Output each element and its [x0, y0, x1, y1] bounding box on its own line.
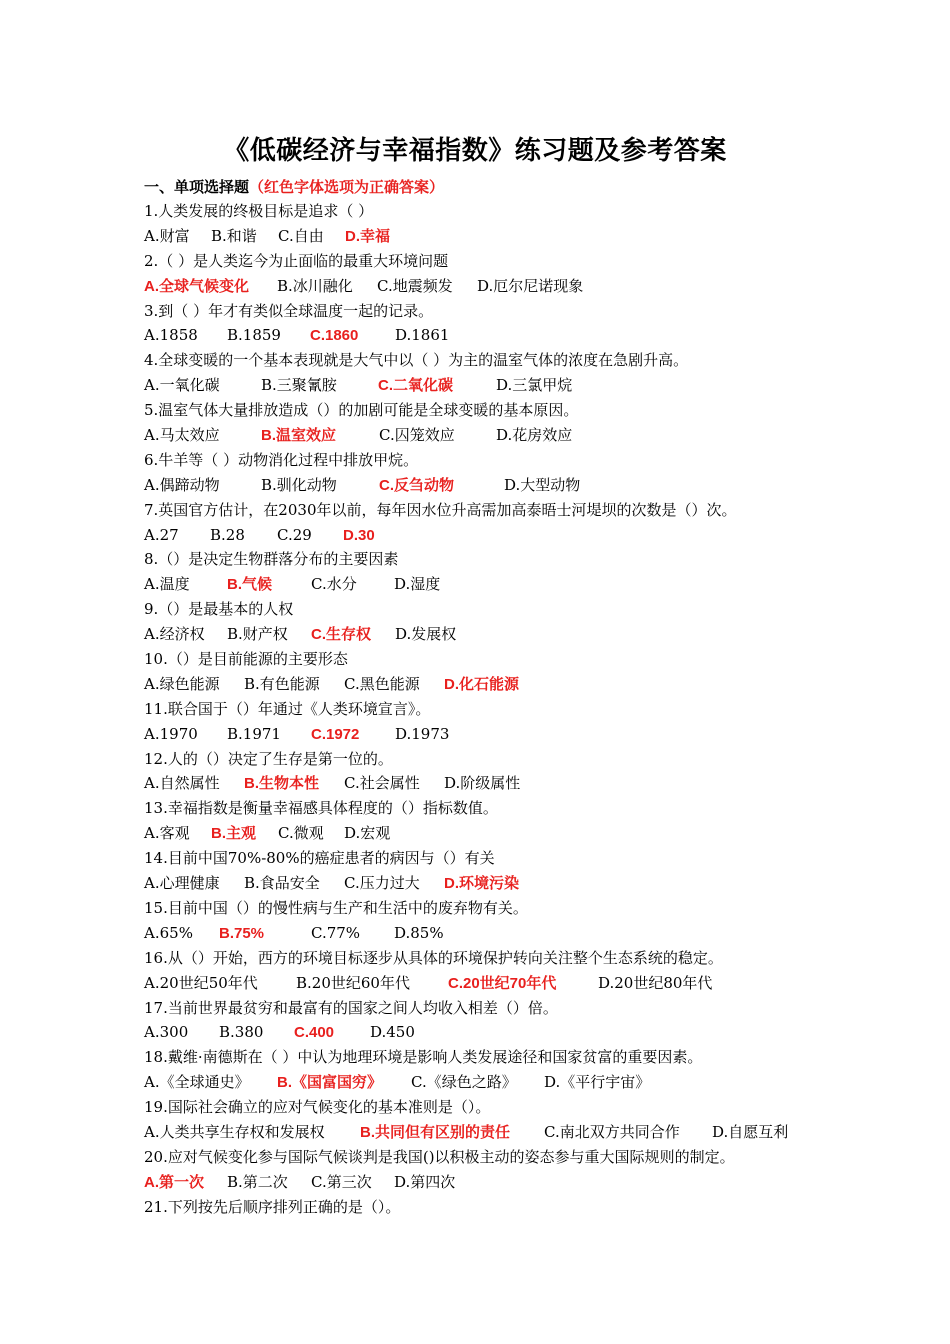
option-row: [144, 871, 844, 896]
option: A.1970: [144, 724, 198, 743]
option: B.第二次: [227, 1172, 288, 1191]
question-stem: 11.联合国于（）年通过《人类环境宣言》。: [144, 699, 431, 718]
correct-option: C.20世纪70年代: [448, 974, 557, 992]
document-title: 《低碳经济与幸福指数》练习题及参考答案: [223, 136, 727, 166]
question-stem: 5.温室气体大量排放造成（）的加剧可能是全球变暖的基本原因。: [144, 401, 579, 420]
option-row: [144, 971, 844, 996]
option: A.马太效应: [144, 426, 220, 445]
section-heading: [144, 176, 444, 197]
correct-option: D.环境污染: [444, 875, 520, 893]
question-stem: 18.戴维·南德斯在（ ）中认为地理环境是影响人类发展途径和国家贫富的重要因素。: [144, 1048, 703, 1067]
question-stem: 8.（）是决定生物群落分布的主要因素: [144, 550, 399, 569]
answer-key-note: （红色字体选项为正确答案）: [249, 178, 445, 196]
option: B.有色能源: [244, 674, 320, 693]
option: A.绿色能源: [144, 674, 220, 693]
correct-option: B.气候: [227, 576, 273, 594]
option: C.南北双方共同合作: [544, 1122, 680, 1141]
option: D.花房效应: [496, 426, 573, 445]
option: C.《绿色之路》: [411, 1073, 517, 1092]
question-stem: 21.下列按先后顺序排列正确的是（）。: [144, 1197, 401, 1216]
option-row: [144, 622, 844, 647]
option: B.1859: [227, 326, 281, 345]
question-stem: 17.当前世界最贫穷和最富有的国家之间人均收入相差（）倍。: [144, 998, 558, 1017]
correct-option: B.主观: [211, 825, 257, 843]
option: C.地震频发: [377, 276, 453, 295]
option: D.第四次: [394, 1172, 456, 1191]
question-stem: 15.目前中国（）的慢性病与生产和生活中的废弃物有关。: [144, 898, 528, 917]
option-row: [144, 771, 844, 796]
correct-option: A.全球气候变化: [144, 277, 250, 295]
option: D.20世纪80年代: [598, 973, 713, 992]
question-stem: 14.目前中国70%-80%的癌症患者的病因与（）有关: [144, 849, 495, 868]
correct-option: C.400: [294, 1024, 335, 1042]
option: A.客观: [144, 824, 190, 843]
option: B.1971: [227, 724, 281, 743]
option: C.微观: [278, 824, 324, 843]
option: C.第三次: [311, 1172, 372, 1191]
option: D.自愿互利: [712, 1122, 789, 1141]
question-stem: 3.到（ ）年才有类似全球温度一起的记录。: [144, 301, 434, 320]
question-stem: 1.人类发展的终极目标是追求（ ）: [144, 202, 374, 220]
option-row: [144, 1120, 844, 1145]
correct-option: C.二氧化碳: [378, 377, 454, 395]
question-stem: 10.（）是目前能源的主要形态: [144, 650, 348, 669]
option: D.厄尔尼诺现象: [477, 276, 584, 295]
question-stem: 19.国际社会确立的应对气候变化的基本准则是（）。: [144, 1098, 491, 1117]
option: A.65%: [144, 923, 193, 942]
option: A.偶蹄动物: [144, 475, 220, 494]
question-stem: 16.从（）开始，西方的环境目标逐步从具体的环境保护转向关注整个生态系统的稳定。: [144, 948, 723, 967]
option: D.1973: [395, 724, 450, 743]
question-stem: 2.（ ）是人类迄今为止面临的最重大环境问题: [144, 251, 449, 270]
option: B.食品安全: [244, 874, 320, 893]
option-row: [144, 473, 844, 498]
correct-option: C.1860: [310, 327, 359, 345]
option: C.压力过大: [344, 874, 420, 893]
option: D.1861: [395, 326, 450, 345]
option-row: [144, 921, 844, 946]
question-stem: 9.（）是最基本的人权: [144, 600, 294, 619]
option: C.29: [277, 525, 312, 544]
option: D.大型动物: [504, 475, 581, 494]
option-row: [144, 323, 844, 348]
option: C.自由: [278, 226, 324, 245]
option-row: [144, 224, 844, 249]
option: D.三氯甲烷: [496, 376, 573, 395]
correct-option: B.温室效应: [261, 427, 337, 445]
option-row: [144, 1020, 844, 1045]
question-stem: 6.牛羊等（ ）动物消化过程中排放甲烷。: [144, 450, 419, 469]
option: D.湿度: [394, 575, 441, 594]
correct-option: B.75%: [219, 924, 265, 942]
option-row: [144, 523, 844, 548]
correct-option: D.幸福: [345, 227, 391, 245]
option: A.20世纪50年代: [144, 973, 258, 992]
question-stem: 7.英国官方估计，在2030年以前，每年因水位升高需加高泰晤士河堤坝的次数是（）次。: [144, 500, 737, 519]
option: A.财富: [144, 226, 190, 245]
option: D.宏观: [344, 824, 391, 843]
option: B.财产权: [227, 625, 288, 644]
question-list: [144, 199, 844, 1220]
correct-option: B.共同但有区别的责任: [360, 1123, 511, 1141]
option: C.社会属性: [344, 774, 420, 793]
correct-option: D.30: [343, 526, 375, 544]
correct-option: B.《国富国穷》: [277, 1074, 383, 1092]
option: B.28: [210, 525, 245, 544]
correct-option: C.生存权: [311, 626, 372, 644]
option-row: [144, 423, 844, 448]
option-row: [144, 1170, 844, 1195]
option: A.自然属性: [144, 774, 220, 793]
option-row: [144, 572, 844, 597]
option: A.300: [144, 1023, 189, 1042]
option: B.驯化动物: [261, 475, 337, 494]
option: C.黑色能源: [344, 674, 420, 693]
option: D.阶级属性: [444, 774, 521, 793]
option: A.1858: [144, 326, 198, 345]
question-stem: 4.全球变暖的一个基本表现就是大气中以（ ）为主的温室气体的浓度在急剧升高。: [144, 351, 689, 370]
option: C.水分: [311, 575, 357, 594]
option: D.85%: [394, 923, 444, 942]
option: A.经济权: [144, 625, 205, 644]
question-stem: 12.人的（）决定了生存是第一位的。: [144, 749, 393, 768]
option: A.一氧化碳: [144, 376, 220, 395]
correct-option: C.反刍动物: [379, 476, 455, 494]
option: C.77%: [311, 923, 361, 942]
option: D.《平行宇宙》: [544, 1073, 651, 1092]
correct-option: B.生物本性: [244, 775, 320, 793]
section-heading-text: 一、单项选择题: [144, 178, 250, 196]
option: B.三聚氰胺: [261, 376, 337, 395]
correct-option: D.化石能源: [444, 675, 520, 693]
correct-option: C.1972: [311, 725, 360, 743]
question-stem: 13.幸福指数是衡量幸福感具体程度的（）指标数值。: [144, 799, 498, 818]
option-row: [144, 821, 844, 846]
option: A.《全球通史》: [144, 1073, 250, 1092]
option: A.温度: [144, 575, 190, 594]
option: B.和谐: [211, 226, 257, 245]
correct-option: A.第一次: [144, 1173, 205, 1191]
option-row: [144, 1070, 844, 1095]
option: B.冰川融化: [277, 276, 353, 295]
option-row: [144, 274, 844, 299]
option: D.发展权: [395, 625, 457, 644]
option: B.20世纪60年代: [296, 973, 410, 992]
option-row: [144, 373, 844, 398]
question-stem: 20.应对气候变化参与国际气候谈判是我国()以积极主动的姿态参与重大国际规则的制定。: [144, 1147, 735, 1166]
option-row: [144, 722, 844, 747]
option: A.人类共享生存权和发展权: [144, 1122, 325, 1141]
option: C.囚笼效应: [379, 426, 455, 445]
option: D.450: [370, 1023, 415, 1042]
option: A.27: [144, 525, 179, 544]
option-row: [144, 672, 844, 697]
option: A.心理健康: [144, 874, 220, 893]
option: B.380: [219, 1023, 264, 1042]
